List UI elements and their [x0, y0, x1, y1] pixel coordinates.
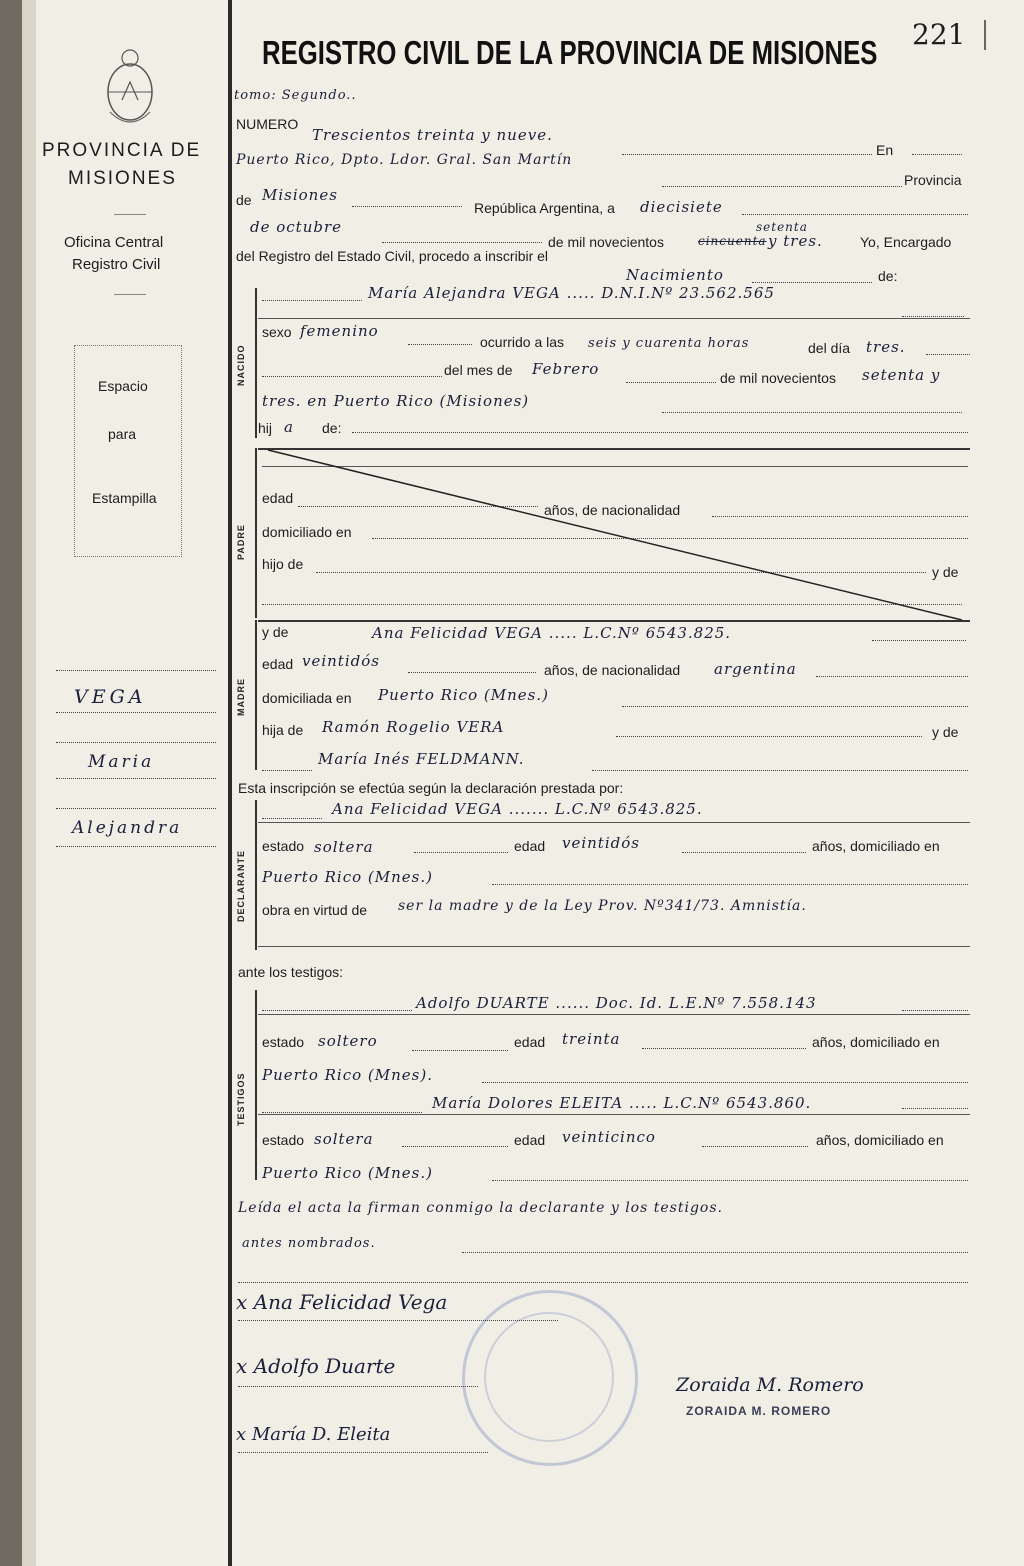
- madre-nacionalidad-value: argentina: [714, 660, 797, 678]
- book-spine: [22, 0, 36, 1566]
- dia-label: del día: [808, 340, 851, 356]
- declarante-obra-label: obra en virtud de: [262, 902, 368, 918]
- testigos-side-label: TESTIGOS: [236, 1072, 246, 1126]
- office-label: Oficina Central: [64, 234, 164, 251]
- de-label: de: [236, 192, 252, 208]
- testigo2-estado-label: estado: [262, 1132, 305, 1148]
- madre-edad-label: edad: [262, 656, 294, 672]
- declarante-estado-label: estado: [262, 838, 305, 854]
- padre-domicilio-label: domiciliado en: [262, 524, 352, 540]
- stamp-label-1: Espacio: [98, 378, 148, 394]
- nacido-name: María Alejandra VEGA ..... D.N.I.Nº 23.562.565: [368, 284, 775, 302]
- republica-label: República Argentina, a: [474, 200, 615, 216]
- signature-official: Zoraida M. Romero: [676, 1374, 864, 1396]
- closing-line-2: antes nombrados.: [242, 1236, 376, 1251]
- declarante-side-label: DECLARANTE: [236, 850, 246, 922]
- mes-label: del mes de: [444, 362, 513, 378]
- page-number: 221: [912, 18, 966, 51]
- day-value: diecisiete: [640, 198, 723, 216]
- province-label: PROVINCIA DE: [42, 140, 202, 161]
- padre-edad-label: edad: [262, 490, 294, 506]
- margin-middle-name: Alejandra: [72, 818, 183, 838]
- margin-divider: [228, 0, 232, 1566]
- testigo1-edad-label: edad: [514, 1034, 546, 1050]
- testigo2-anos-label: años, domiciliado en: [816, 1132, 944, 1148]
- margin-surname: VEGA: [74, 686, 147, 708]
- closing-line-1: Leída el acta la firman conmigo la declarante y los testigos.: [238, 1200, 723, 1216]
- hijo-suffix: a: [284, 418, 294, 436]
- madre-madre-value: María Inés FELDMANN.: [318, 750, 525, 768]
- provincia-label: Provincia: [904, 172, 962, 188]
- testigo2-estado-value: soltera: [314, 1130, 374, 1148]
- declarante-domicilio-value: Puerto Rico (Mnes.): [262, 868, 433, 886]
- mil-label: de mil novecientos: [720, 370, 836, 386]
- stamp-space-box: [74, 345, 182, 557]
- testigo1-edad-value: treinta: [562, 1030, 621, 1048]
- signature-declarante: x Ana Felicidad Vega: [236, 1290, 448, 1314]
- page-title: REGISTRO CIVIL DE LA PROVINCIA DE MISIONES: [262, 34, 878, 71]
- year-value-above: setenta: [756, 220, 808, 234]
- madre-anos-label: años, de nacionalidad: [544, 662, 681, 678]
- madre-hija-label: hija de: [262, 722, 304, 738]
- numero-value: Trescientos treinta y nueve.: [312, 126, 553, 144]
- mil-value: setenta y: [862, 366, 941, 384]
- declarante-anos-label: años, domiciliado en: [812, 838, 940, 854]
- declarante-edad-label: edad: [514, 838, 546, 854]
- padre-cross-out-line: [258, 446, 970, 626]
- sexo-label: sexo: [262, 324, 292, 340]
- testigo1-domicilio-value: Puerto Rico (Mnes).: [262, 1066, 433, 1084]
- madre-hija-value: Ramón Rogelio VERA: [322, 718, 505, 736]
- testigo1-estado-label: estado: [262, 1034, 305, 1050]
- padre-y-de-label: y de: [932, 564, 959, 580]
- declarante-edad-value: veintidós: [562, 834, 640, 852]
- signature-testigo-2: x María D. Eleita: [236, 1424, 391, 1445]
- testigo2-edad-label: edad: [514, 1132, 546, 1148]
- province-value: Misiones: [262, 186, 338, 204]
- province-name: MISIONES: [68, 168, 177, 189]
- madre-y-de-label: y de: [262, 624, 289, 640]
- dia-value: tres.: [866, 338, 906, 356]
- office-sub-label: Registro Civil: [72, 256, 161, 273]
- official-name-stamp: ZORAIDA M. ROMERO: [686, 1404, 832, 1418]
- hijo-de-label: de:: [322, 420, 342, 436]
- madre-y-de2-label: y de: [932, 724, 959, 740]
- padre-side-label: PADRE: [236, 524, 246, 560]
- register-page: [22, 0, 1024, 1566]
- mes-value: Febrero: [532, 360, 600, 378]
- madre-name: Ana Felicidad VEGA ..... L.C.Nº 6543.825.: [372, 624, 732, 642]
- yo-label: Yo, Encargado: [860, 234, 952, 250]
- declarante-name: Ana Felicidad VEGA ....... L.C.Nº 6543.825.: [332, 800, 703, 818]
- signature-testigo-1: x Adolfo Duarte: [236, 1354, 396, 1378]
- margin-first-name: Maria: [88, 752, 155, 772]
- year-value-struck: cincuenta: [698, 234, 767, 248]
- year-label: de mil novecientos: [548, 234, 664, 250]
- en-label: En: [876, 142, 894, 158]
- ocurrido-label: ocurrido a las: [480, 334, 565, 350]
- testigos-intro: ante los testigos:: [238, 964, 344, 980]
- sexo-value: femenino: [300, 322, 379, 340]
- de2-label: de:: [878, 268, 898, 284]
- hora-value: seis y cuarenta horas: [588, 336, 750, 351]
- lugar-value: tres. en Puerto Rico (Misiones): [262, 392, 530, 410]
- tomo-value: tomo: Segundo..: [234, 88, 357, 103]
- coat-of-arms-icon: [98, 42, 162, 132]
- year-value-end: y tres.: [768, 232, 823, 250]
- madre-domicilio-value: Puerto Rico (Mnes.): [378, 686, 549, 704]
- madre-domicilio-label: domiciliada en: [262, 690, 352, 706]
- stamp-label-2: para: [108, 426, 137, 442]
- declarante-estado-value: soltera: [314, 838, 374, 856]
- testigo2-edad-value: veinticinco: [562, 1128, 656, 1146]
- testigo1-anos-label: años, domiciliado en: [812, 1034, 940, 1050]
- padre-hijo-label: hijo de: [262, 556, 304, 572]
- testigo1-estado-value: soltero: [318, 1032, 378, 1050]
- registro-label: del Registro del Estado Civil, procedo a inscribir el: [236, 248, 549, 264]
- stamp-label-3: Estampilla: [92, 490, 157, 506]
- testigo2-domicilio-value: Puerto Rico (Mnes.): [262, 1164, 433, 1182]
- place-value: Puerto Rico, Dpto. Ldor. Gral. San Martín: [236, 152, 573, 168]
- nacido-side-label: NACIDO: [236, 344, 246, 386]
- testigo2-name: María Dolores ELEITA ..... L.C.Nº 6543.860.: [432, 1094, 812, 1112]
- registro-value: Nacimiento: [626, 266, 724, 284]
- declarante-obra-value: ser la madre y de la Ley Prov. Nº341/73. Amnistía.: [398, 898, 807, 914]
- numero-label: NUMERO: [236, 116, 299, 132]
- testigo1-name: Adolfo DUARTE ...... Doc. Id. L.E.Nº 7.558.143: [416, 994, 817, 1012]
- month-value: de octubre: [250, 218, 343, 236]
- official-seal-inner-icon: [484, 1312, 614, 1442]
- madre-edad-value: veintidós: [302, 652, 380, 670]
- declarante-intro: Esta inscripción se efectúa según la declaración prestada por:: [238, 780, 624, 796]
- madre-side-label: MADRE: [236, 678, 246, 716]
- padre-anos-label: años, de nacionalidad: [544, 502, 681, 518]
- hijo-label: hij: [258, 420, 273, 436]
